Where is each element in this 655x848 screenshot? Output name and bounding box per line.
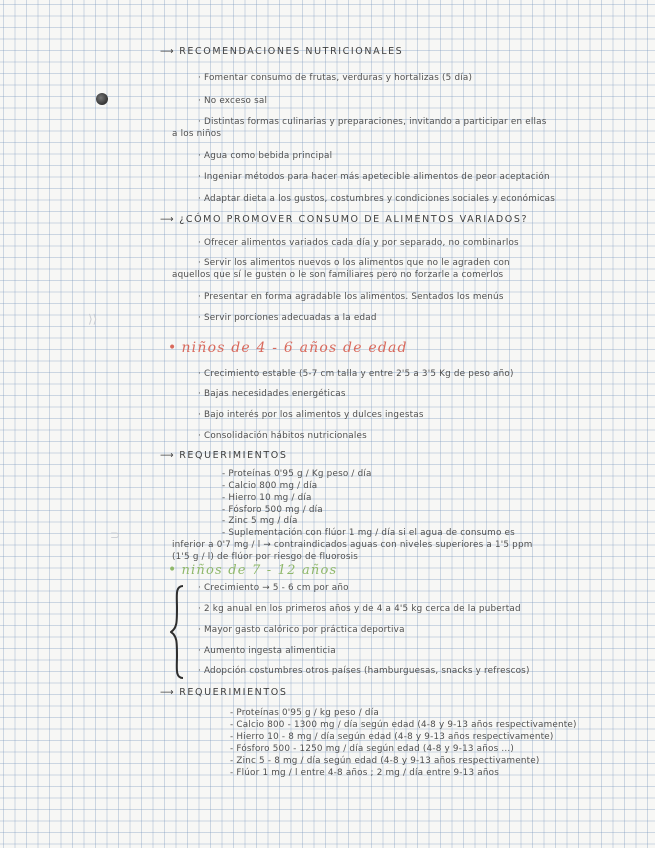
list-item: · Agua como bebida principal	[198, 151, 333, 161]
list-item: - Zinc 5 mg / día	[222, 516, 298, 526]
list-item: · Adopción costumbres otros países (hamburguesas, snacks y refrescos)	[198, 666, 530, 676]
list-item: · Consolidación hábitos nutricionales	[198, 431, 367, 441]
list-item: - Flúor 1 mg / l entre 4-8 años ; 2 mg / día entre 9-13 años	[230, 768, 499, 778]
list-item: · No exceso sal	[198, 96, 268, 106]
list-item: · Distintas formas culinarias y preparaciones, invitando a participar en ellas	[198, 117, 547, 127]
list-item: - Calcio 800 - 1300 mg / día según edad (4-8 y 9-13 años respectivamente)	[230, 720, 577, 730]
heading-requerimientos-1: ⟶ REQUERIMIENTOS	[160, 450, 288, 461]
list-item: · Ingeniar métodos para hacer más apetecible alimentos de peor aceptación	[198, 172, 550, 182]
heading-requerimientos-2: ⟶ REQUERIMIENTOS	[160, 687, 288, 698]
list-item: · Aumento ingesta alimenticia	[198, 646, 336, 656]
heading-promover: ⟶ ¿CÓMO PROMOVER CONSUMO DE ALIMENTOS VARIADOS?	[160, 214, 529, 225]
list-item: - Suplementación con flúor 1 mg / día si el agua de consumo es	[222, 528, 515, 538]
list-item: - Calcio 800 mg / día	[222, 481, 318, 491]
list-item: - Proteínas 0'95 g / Kg peso / día	[222, 469, 372, 479]
list-item: · Crecimiento estable (5-7 cm talla y entre 2'5 a 3'5 Kg de peso año)	[198, 369, 514, 379]
list-item: · 2 kg anual en los primeros años y de 4 a 4'5 kg cerca de la pubertad	[198, 604, 521, 614]
list-item: (1'5 g / l) de flúor por riesgo de fluorosis	[172, 552, 359, 562]
list-item: - Hierro 10 - 8 mg / día según edad (4-8 y 9-13 años respectivamente)	[230, 732, 554, 742]
list-item: · Servir porciones adecuadas a la edad	[198, 313, 377, 323]
list-item: · Bajas necesidades energéticas	[198, 389, 346, 399]
list-item: - Proteínas 0'95 g / kg peso / día	[230, 708, 379, 718]
ghost-mark: ⟩⟩	[88, 312, 98, 326]
list-item: inferior a 0'7 mg / l → contraindicados aguas con niveles superiores a 1'5 ppm	[172, 540, 533, 550]
list-item: - Fósforo 500 mg / día	[222, 505, 323, 515]
list-item: - Hierro 10 mg / día	[222, 493, 312, 503]
heading-ninos-4-6: • niños de 4 - 6 años de edad	[168, 340, 408, 356]
list-item: · Bajo interés por los alimentos y dulces ingestas	[198, 410, 424, 420]
binder-hole	[96, 93, 108, 105]
ghost-mark: ⊃	[110, 528, 121, 542]
list-item: · Fomentar consumo de frutas, verduras y hortalizas (5 día)	[198, 73, 473, 83]
curly-brace-icon	[170, 584, 184, 680]
list-item: · Servir los alimentos nuevos o los alimentos que no le agraden con	[198, 258, 510, 268]
heading-ninos-7-12: • niños de 7 - 12 años	[168, 562, 338, 578]
list-item: - Zinc 5 - 8 mg / día según edad (4-8 y 9-13 años respectivamente)	[230, 756, 540, 766]
heading-recomendaciones: ⟶ RECOMENDACIONES NUTRICIONALES	[160, 46, 404, 57]
list-item: - Fósforo 500 - 1250 mg / día según edad (4-8 y 9-13 años ...)	[230, 744, 515, 754]
list-item: · Adaptar dieta a los gustos, costumbres y condiciones sociales y económicas	[198, 194, 556, 204]
list-item: · Crecimiento → 5 - 6 cm por año	[198, 583, 349, 593]
list-item: a los niños	[172, 129, 222, 139]
list-item: · Mayor gasto calórico por práctica deportiva	[198, 625, 405, 635]
list-item: · Presentar en forma agradable los alimentos. Sentados los menús	[198, 292, 504, 302]
list-item: aquellos que sí le gusten o le son familiares pero no forzarle a comerlos	[172, 270, 504, 280]
list-item: · Ofrecer alimentos variados cada día y por separado, no combinarlos	[198, 238, 519, 248]
